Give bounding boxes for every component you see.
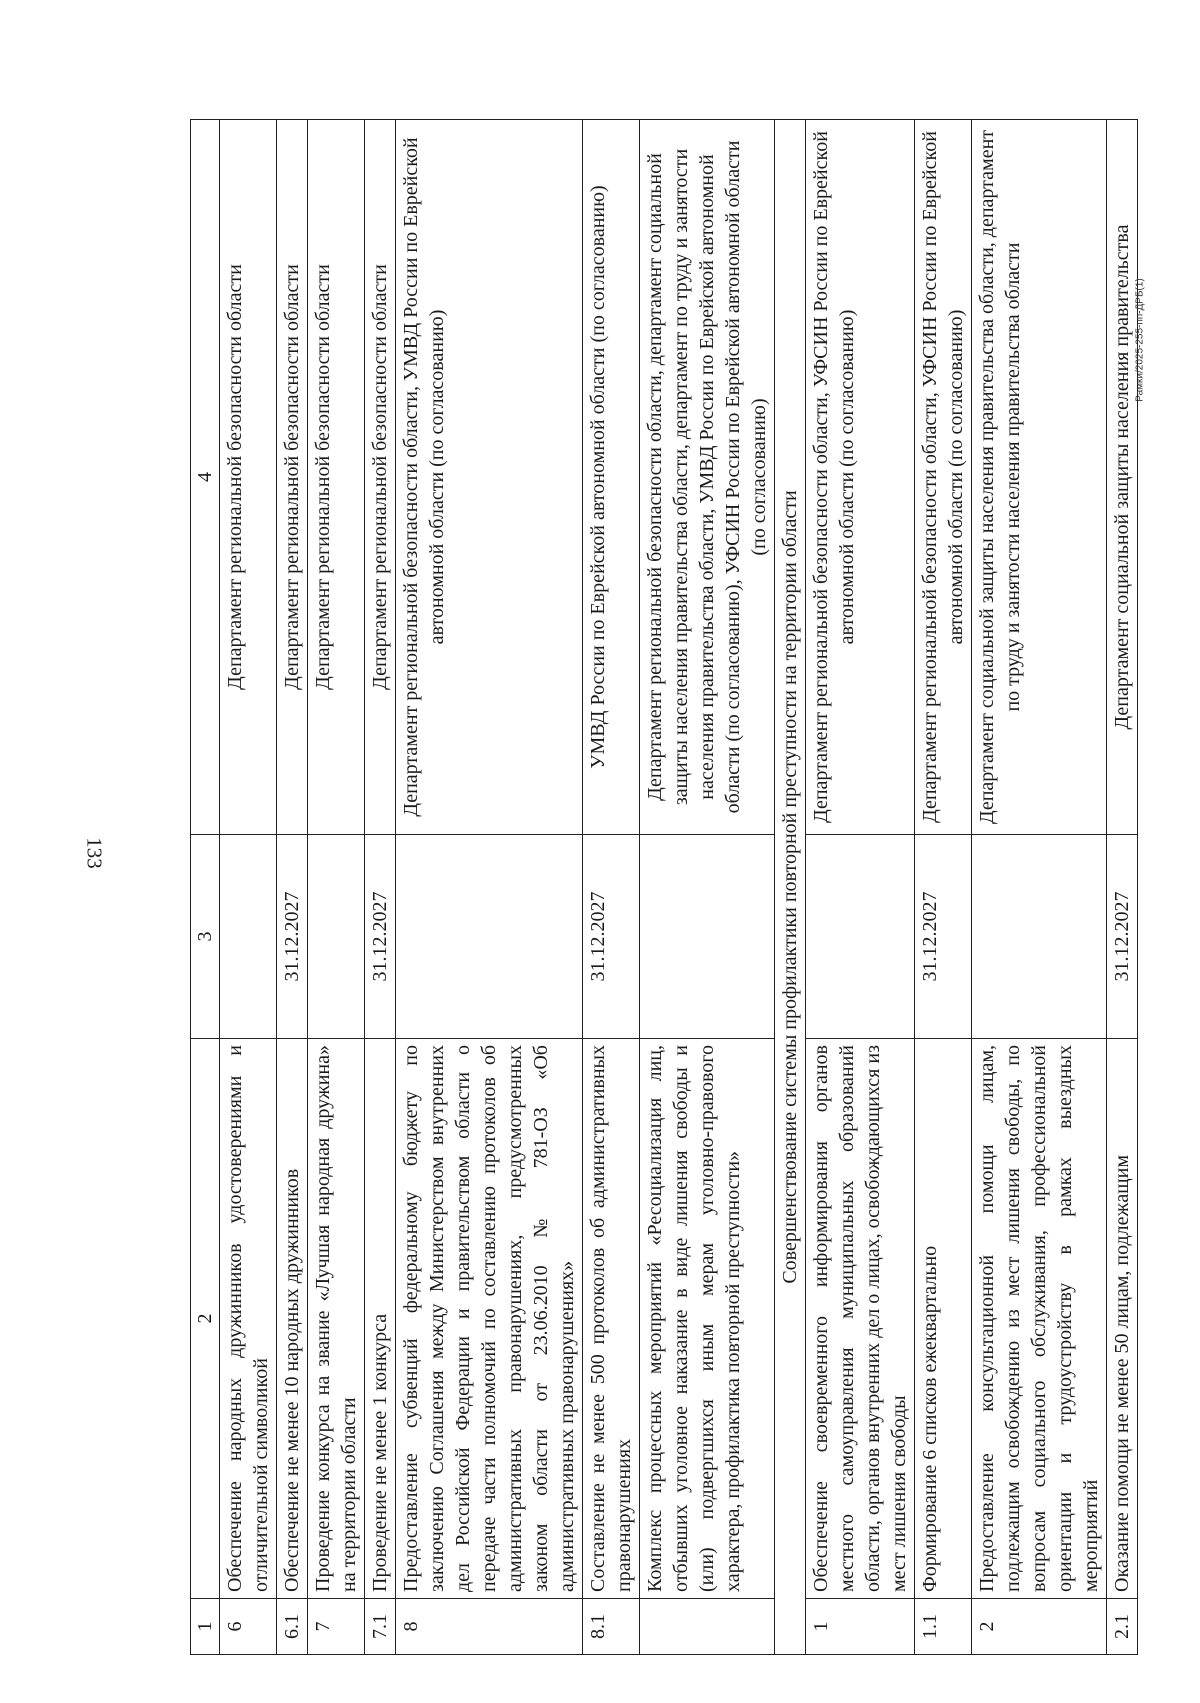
responsible-cell: Департамент региональной безопасности области, департамент социальной защиты населения правительства области, департамент по труду и занятости населения правительства области, УМВД России по Еврейской автономной области (по согласованию), УФСИН России по Еврейской автономной области (по согласованию)	[640, 120, 775, 835]
responsible-cell: Департамент социальной защиты населения правительства	[1107, 120, 1138, 835]
responsible-cell: Департамент региональной безопасности области, УФСИН России по Еврейской автономной области (по согласованию)	[915, 120, 972, 835]
row-number-cell: 8	[396, 1599, 583, 1655]
deadline-cell	[972, 835, 1107, 1039]
row-number-cell: 6.1	[277, 1599, 308, 1655]
measure-text-cell: Предоставление консультационной помощи лицам, подлежащим освобождению из мест лишения свободы, по вопросам социального обслуживания, профессиональной ориентации и трудоустройству в рамках выездных мероприятий	[972, 1039, 1107, 1599]
header-row	[191, 120, 220, 1655]
table-row	[1107, 120, 1138, 1655]
table-row	[220, 120, 277, 1655]
measure-text-cell: Проведение конкурса на звание «Лучшая народная дружина» на территории области	[308, 1039, 365, 1599]
document-code: Рамки/2025-255-пп-ДРБ(1)	[1134, 278, 1146, 402]
page-number: 133	[82, 837, 107, 869]
row-number-cell: 2.1	[1107, 1599, 1138, 1655]
deadline-cell	[396, 835, 583, 1039]
responsible-cell: Департамент региональной безопасности области, УМВД России по Еврейской автономной области (по согласованию)	[396, 120, 583, 835]
responsible-cell: Департамент региональной безопасности области	[308, 120, 365, 835]
table-row	[277, 120, 308, 1655]
measure-text-cell: Оказание помощи не менее 50 лицам, подлежащим	[1107, 1039, 1138, 1599]
measure-text-cell: Обеспечение народных дружинников удостоверениями и отличительной символикой	[220, 1039, 277, 1599]
row-number-cell: 6	[220, 1599, 277, 1655]
row-number-cell	[640, 1599, 775, 1655]
table-row	[640, 120, 775, 1655]
deadline-cell	[308, 835, 365, 1039]
responsible-cell: Департамент социальной защиты населения правительства области, департамент по труду и занятости населения правительства области	[972, 120, 1107, 835]
measures-table	[190, 119, 1138, 1655]
row-number-cell: 8.1	[583, 1599, 640, 1655]
row-number-cell: 7.1	[365, 1599, 396, 1655]
table-row	[806, 120, 915, 1655]
table-row	[308, 120, 365, 1655]
measure-text-cell: Проведение не менее 1 конкурса	[365, 1039, 396, 1599]
measure-text-cell: Составление не менее 500 протоколов об административных правонарушениях	[583, 1039, 640, 1599]
row-number-cell: 1	[806, 1599, 915, 1655]
deadline-cell: 31.12.2027	[365, 835, 396, 1039]
responsible-cell: УМВД России по Еврейской автономной области (по согласованию)	[583, 120, 640, 835]
section-heading: Совершенствование системы профилактики повторной преступности на территории области	[775, 120, 806, 1655]
deadline-cell	[806, 835, 915, 1039]
section-heading-row	[775, 120, 806, 1655]
measure-text-cell: Обеспечение своевременного информирования органов местного самоуправления муниципальных образований области, органов внутренних дел о лицах, освобождающихся из мест лишения свободы	[806, 1039, 915, 1599]
rotated-page-region	[190, 120, 1133, 1655]
deadline-cell: 31.12.2027	[277, 835, 308, 1039]
responsible-cell: Департамент региональной безопасности области	[365, 120, 396, 835]
deadline-cell	[640, 835, 775, 1039]
measure-text-cell: Формирование 6 списков ежеквартально	[915, 1039, 972, 1599]
table-row	[396, 120, 583, 1655]
row-number-cell: 2	[972, 1599, 1107, 1655]
table-row	[972, 120, 1107, 1655]
header-cell-col1: 1	[191, 1599, 220, 1655]
table-row	[583, 120, 640, 1655]
measure-text-cell: Предоставление субвенций федеральному бюджету по заключению Соглашения между Министерством внутренних дел Российской Федерации и правительством области о передаче части полномочий по составлению протоколов об административных правонарушениях, предусмотренных законом области от 23.06.2010 № 781-ОЗ «Об административных правонарушениях»	[396, 1039, 583, 1599]
responsible-cell: Департамент региональной безопасности области	[220, 120, 277, 835]
header-cell-col2: 2	[191, 1039, 220, 1599]
responsible-cell: Департамент региональной безопасности области, УФСИН России по Еврейской автономной области (по согласованию)	[806, 120, 915, 835]
deadline-cell: 31.12.2027	[583, 835, 640, 1039]
measure-text-cell: Комплекс процессных мероприятий «Ресоциализация лиц, отбывших уголовное наказание в виде лишения свободы и (или) подвергшихся иным мерам уголовно-правового характера, профилактика повторной преступности»	[640, 1039, 775, 1599]
responsible-cell: Департамент региональной безопасности области	[277, 120, 308, 835]
table-row	[365, 120, 396, 1655]
row-number-cell: 7	[308, 1599, 365, 1655]
header-cell-col4: 4	[191, 120, 220, 835]
measure-text-cell: Обеспечение не менее 10 народных дружинников	[277, 1039, 308, 1599]
deadline-cell	[220, 835, 277, 1039]
row-number-cell: 1.1	[915, 1599, 972, 1655]
deadline-cell: 31.12.2027	[1107, 835, 1138, 1039]
deadline-cell: 31.12.2027	[915, 835, 972, 1039]
landscape-content	[190, 120, 1133, 1655]
table-row	[915, 120, 972, 1655]
header-cell-col3: 3	[191, 835, 220, 1039]
